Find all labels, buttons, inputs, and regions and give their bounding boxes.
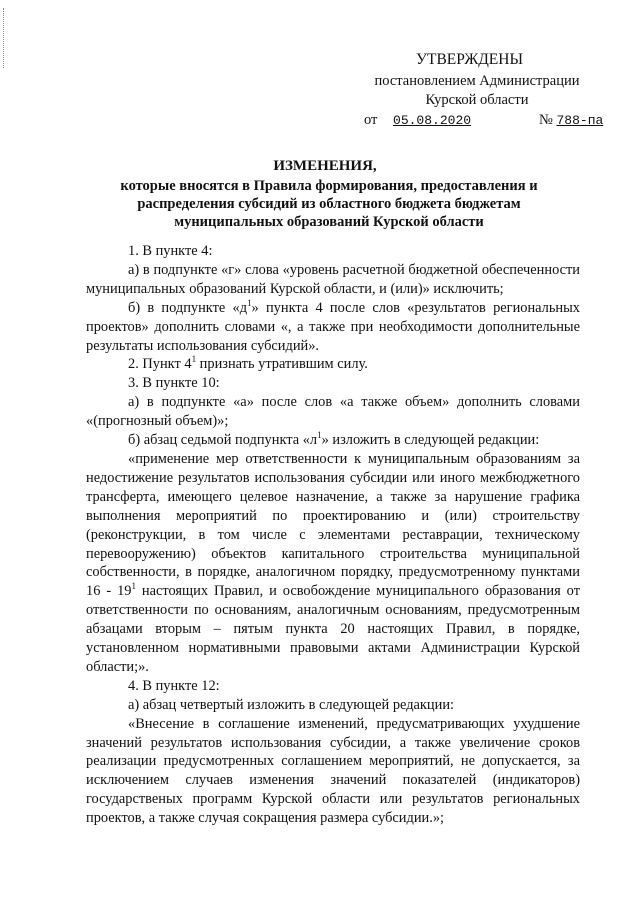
paragraph-4-text-a: 2. Пункт 4 [128,356,192,373]
paragraph-4-sup: 1 [191,354,197,365]
document-title: ИЗМЕНЕНИЯ, [273,158,377,174]
approval-date-line [352,111,602,130]
paragraph-3 [86,299,580,356]
paragraph-3-sup: 1 [247,297,252,308]
document-body [86,242,580,828]
paragraph-4-text-b: признать утратившим силу. [196,356,368,373]
paragraph-7 [86,431,580,450]
approval-line-1: постановлением Администрации [374,73,580,89]
paragraph-7-text-a: б) абзац седьмой подпункта «л [128,432,318,449]
paragraph-8-text-b: настоящих Правил, и освобождение муниципального образования от ответственности по основаниям, аналогичным основаниям, предусмотренным абзацами вторым – пятым пункта 20 настоящих Правил, в порядке, установленном нормативными правовыми актами Администрации Курской области;». [86,583,580,675]
paragraph-5: 3. В пункте 10: [128,375,220,392]
paragraph-6: а) в подпункте «а» после слов «а также объем» дополнить словами «(прогнозный объем)»; [86,394,580,430]
paragraph-8-text-a: «применение мер ответственности к муниципальным образованиям за недостижение результатов использования субсидии или иного межбюджетного трансферта, имеющего целевое назначение, а также за нарушение графика выполнения мероприятий по проектированию и (или) строительству (реконструкции, в том числе с элементами реставрации, техническому перевооружению) объектов капитального строительства муниципальной собственности, в порядке, аналогичном порядку, предусмотренному пунктами 16 - 19 [86,450,580,600]
approval-date: 05.08.2020 [393,113,472,128]
paragraph-7-text-b: » изложить в следующей редакции: [321,432,540,449]
paragraph-8 [86,450,580,677]
paragraph-7-sup: 1 [317,430,322,441]
approval-number: 788-па [556,113,604,128]
number-prefix: № [539,112,553,128]
paragraph-3-text-a: б) в подпункте «д [128,299,248,316]
paragraph-4 [86,355,580,374]
approval-stamp [352,50,602,130]
document-subtitle: которые вносятся в Правила формирования, предоставления и распределения субсидий из областного бюджета бюджетам муниципальных образований Курской области [120,178,538,230]
paragraph-3-text-b: » пункта 4 после слов «результатов региональных проектов» дополнить словами «, а также при необходимости дополнительные результаты использования субсидий». [86,299,580,354]
approval-line-2: Курской области [425,92,529,108]
paragraph-8-sup: 1 [131,581,136,592]
paragraph-2: а) в подпункте «г» слова «уровень расчетной бюджетной обеспеченности муниципальных образований Курской области, и (или)» исключить; [86,261,580,297]
approval-title: УТВЕРЖДЕНЫ [416,51,523,68]
paragraph-10: а) абзац четвертый изложить в следующей редакции: [128,696,455,713]
paragraph-9: 4. В пункте 12: [128,677,220,694]
paragraph-1: 1. В пункте 4: [128,243,213,259]
date-prefix: от [364,112,378,128]
paragraph-11: «Внесение в соглашение изменений, предусматривающих ухудшение значений результатов использования субсидии, а также увеличение сроков реализации предусмотренных соглашением мероприятий, не допускается, за исключением случаев изменения значений показателей (индикаторов) государственых программ Курской области или результатов региональных проектов, а также случая сокращения размера субсидии.»; [86,715,580,827]
scan-edge-marks [3,8,6,68]
